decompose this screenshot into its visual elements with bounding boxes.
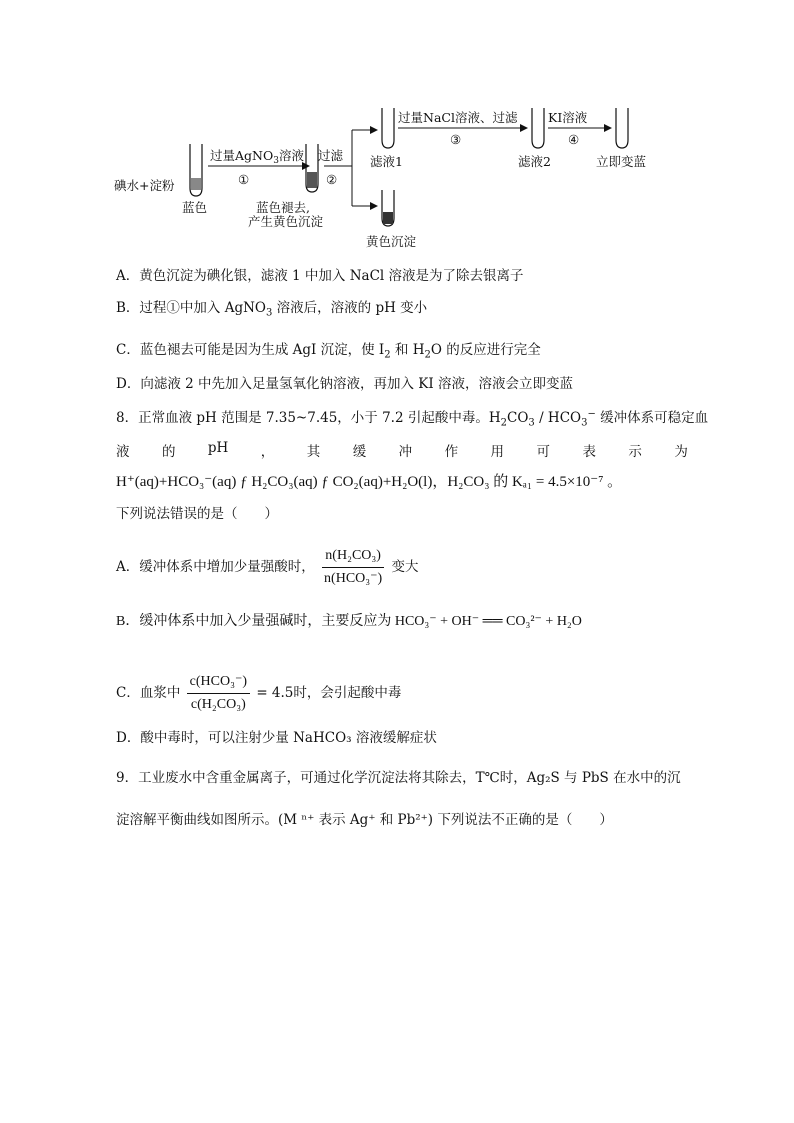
tube1-label: 蓝色	[182, 200, 208, 215]
step2-reagent: 过滤	[318, 148, 344, 163]
q7-option-d: D．向滤液 2 中先加入足量氢氧化钠溶液，再加入 KI 溶液，溶液会立即变蓝	[116, 376, 573, 392]
end-label: 立即变蓝	[596, 154, 647, 169]
q8-stem-line2: 液 的 pH ， 其 缓 冲 作 用 可 表 示 为	[116, 440, 688, 460]
fraction-n-ratio: $\frac{\text{n(H₂CO₃)}}{\text{n(HCO₃⁻)}}$	[324, 548, 383, 586]
step1-reagent: 过量AgNO$_3$溶液	[210, 148, 304, 166]
q8-option-c: C．血浆中 $\frac{\text{c(HCO₃⁻)}}{\text{c(H₂CO₃)}}$ = 4.5时，会引起酸中毒	[116, 672, 401, 715]
precipitate-label: 黄色沉淀	[366, 234, 417, 249]
step4-number: ④	[568, 132, 580, 147]
tube2-label-2: 产生黄色沉淀	[248, 214, 324, 229]
flow-svg	[108, 100, 668, 260]
q8-stem-line1: 8．正常血液 pH 范围是 7.35~7.45，小于 7.2 引起酸中毒。$H_2CO_3 / HCO_3^-$ 缓冲体系可稳定血	[116, 408, 709, 429]
q9-stem-line1: 9．工业废水中含重金属离子，可通过化学沉淀法将其除去，T℃时，Ag₂S 与 PbS 在水中的沉	[116, 770, 681, 786]
step4-reagent: KI溶液	[548, 110, 588, 125]
test-tube-1	[190, 144, 202, 196]
q8-option-d: D．酸中毒时，可以注射少量 NaHCO₃ 溶液缓解症状	[116, 730, 437, 746]
q8-equation-line: H⁺(aq)+HCO₃⁻(aq) ƒ H₂CO₃(aq) ƒ CO₂(aq)+H₂O(l)，H₂CO₃ 的 Kₐ₁ = 4.5×10⁻⁷ 。	[116, 474, 623, 490]
test-tube-2	[306, 144, 318, 192]
start-label: 碘水+淀粉	[114, 178, 175, 193]
q7-option-c: C．蓝色褪去可能是因为生成 AgI 沉淀，使 $I_2$ 和 $H_2O$ 的反应进行完全	[116, 342, 541, 361]
q8-option-a: A．缓冲体系中增加少量强酸时， $\frac{\text{n(H₂CO₃)}}{\text{n(HCO₃⁻)}}$ 变大	[116, 546, 419, 589]
q8-option-b: B．缓冲体系中加入少量强碱时，主要反应为 HCO₃⁻ + OH⁻ ══ CO₃²⁻ + H₂O	[116, 614, 582, 629]
filtrate2-label: 滤液2	[518, 154, 551, 169]
step2-number: ②	[326, 172, 338, 187]
q7-option-a: A．黄色沉淀为碘化银，滤液 1 中加入 NaCl 溶液是为了除去银离子	[116, 268, 524, 284]
tube2-label-1: 蓝色褪去,	[256, 200, 310, 215]
test-tube-precipitate	[382, 190, 394, 226]
fraction-c-ratio: $\frac{\text{c(HCO₃⁻)}}{\text{c(H₂CO₃)}}$	[187, 672, 250, 715]
step1-number: ①	[238, 172, 250, 187]
test-tube-end	[616, 108, 628, 148]
q8-question: 下列说法错误的是（ ）	[116, 506, 278, 522]
filtrate1-label: 滤液1	[370, 154, 403, 169]
test-tube-filtrate2	[532, 108, 544, 148]
step3-number: ③	[450, 132, 462, 147]
q9-stem-line2: 淀溶解平衡曲线如图所示。(M ⁿ⁺ 表示 Ag⁺ 和 Pb²⁺) 下列说法不正确的是（ ）	[116, 812, 613, 828]
test-tube-filtrate1	[382, 108, 394, 148]
experiment-flow-diagram	[108, 100, 668, 260]
step3-reagent: 过量NaCl溶液、过滤	[398, 110, 518, 125]
q7-option-b: B．过程①中加入 AgNO$_3$ 溶液后，溶液的 pH 变小	[116, 300, 428, 319]
